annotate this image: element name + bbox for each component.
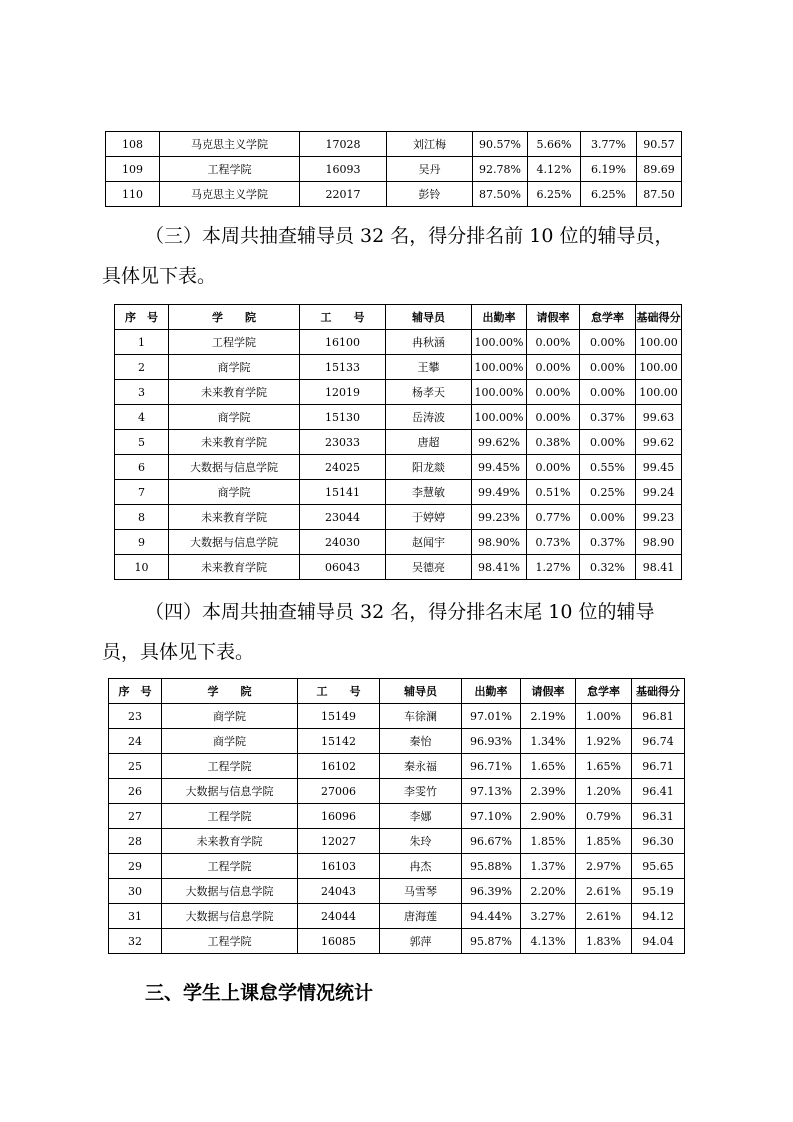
table-cell: 于婷婷 bbox=[386, 505, 472, 530]
table-cell: 15130 bbox=[300, 405, 386, 430]
table-cell: 24030 bbox=[300, 530, 386, 555]
table-cell: 1.65% bbox=[521, 754, 576, 779]
table-cell: 94.04 bbox=[632, 929, 685, 954]
table-cell: 3.77% bbox=[581, 132, 637, 157]
table-cell: 99.62% bbox=[472, 430, 527, 455]
column-header: 基础得分 bbox=[636, 305, 682, 330]
table-cell: 15141 bbox=[300, 480, 386, 505]
table-cell: 7 bbox=[115, 480, 169, 505]
table-cell: 95.88% bbox=[462, 854, 521, 879]
table-cell: 96.39% bbox=[462, 879, 521, 904]
table-cell: 2.90% bbox=[521, 804, 576, 829]
table-cell: 吴丹 bbox=[387, 157, 473, 182]
table-cell: 6.19% bbox=[581, 157, 637, 182]
table-row bbox=[115, 380, 682, 405]
table-cell: 15133 bbox=[300, 355, 386, 380]
table-cell: 2.20% bbox=[521, 879, 576, 904]
table-cell: 0.77% bbox=[527, 505, 580, 530]
table-cell: 98.90 bbox=[636, 530, 682, 555]
table-cell: 2.61% bbox=[576, 879, 632, 904]
table-cell: 9 bbox=[115, 530, 169, 555]
table-cell: 唐海莲 bbox=[380, 904, 462, 929]
table-cell: 未来教育学院 bbox=[169, 380, 300, 405]
table-cell: 大数据与信息学院 bbox=[162, 904, 298, 929]
column-header: 工 号 bbox=[300, 305, 386, 330]
table-cell: 0.37% bbox=[580, 405, 636, 430]
table-cell: 0.00% bbox=[527, 355, 580, 380]
table-cell: 未来教育学院 bbox=[162, 829, 298, 854]
table-cell: 刘江梅 bbox=[387, 132, 473, 157]
table-cell: 1.85% bbox=[576, 829, 632, 854]
table-cell: 1.83% bbox=[576, 929, 632, 954]
table-row bbox=[115, 430, 682, 455]
table-cell: 4 bbox=[115, 405, 169, 430]
table-cell: 王攀 bbox=[386, 355, 472, 380]
table-cell: 0.00% bbox=[580, 355, 636, 380]
table-cell: 商学院 bbox=[169, 405, 300, 430]
table-cell: 0.51% bbox=[527, 480, 580, 505]
table-cell: 96.67% bbox=[462, 829, 521, 854]
table-cell: 23044 bbox=[300, 505, 386, 530]
table-cell: 24 bbox=[109, 729, 162, 754]
table-cell: 大数据与信息学院 bbox=[169, 455, 300, 480]
table-cell: 16093 bbox=[300, 157, 387, 182]
table-cell: 25 bbox=[109, 754, 162, 779]
section-3-line-1: （三）本周共抽查辅导员 32 名，得分排名前 10 位的辅导员， bbox=[145, 225, 674, 247]
table-cell: 岳涛波 bbox=[386, 405, 472, 430]
table-cell: 马克思主义学院 bbox=[160, 182, 300, 207]
table-row bbox=[115, 455, 682, 480]
table-cell: 彭铃 bbox=[387, 182, 473, 207]
table-row bbox=[109, 829, 685, 854]
column-header: 学 院 bbox=[169, 305, 300, 330]
table-cell: 99.62 bbox=[636, 430, 682, 455]
table-cell: 109 bbox=[106, 157, 160, 182]
column-header: 基础得分 bbox=[632, 679, 685, 704]
table-cell: 1.00% bbox=[576, 704, 632, 729]
table-cell: 1.85% bbox=[521, 829, 576, 854]
table-cell: 唐超 bbox=[386, 430, 472, 455]
table-cell: 1.34% bbox=[521, 729, 576, 754]
table-cell: 94.44% bbox=[462, 904, 521, 929]
table-cell: 22017 bbox=[300, 182, 387, 207]
top-table-body bbox=[106, 132, 682, 207]
table-cell: 87.50% bbox=[473, 182, 528, 207]
table-cell: 98.41 bbox=[636, 555, 682, 580]
table-cell: 未来教育学院 bbox=[169, 430, 300, 455]
table-cell: 工程学院 bbox=[162, 929, 298, 954]
table-cell: 95.65 bbox=[632, 854, 685, 879]
table-cell: 0.38% bbox=[527, 430, 580, 455]
table-cell: 1 bbox=[115, 330, 169, 355]
table-cell: 工程学院 bbox=[160, 157, 300, 182]
table-cell: 1.92% bbox=[576, 729, 632, 754]
table-cell: 1.37% bbox=[521, 854, 576, 879]
table-cell: 100.00 bbox=[636, 380, 682, 405]
table-cell: 99.45% bbox=[472, 455, 527, 480]
table-cell: 99.24 bbox=[636, 480, 682, 505]
table-cell: 99.49% bbox=[472, 480, 527, 505]
top10-table-body bbox=[115, 330, 682, 580]
table-row bbox=[115, 530, 682, 555]
table-cell: 90.57 bbox=[637, 132, 682, 157]
table-cell: 0.00% bbox=[580, 505, 636, 530]
column-header: 辅导员 bbox=[380, 679, 462, 704]
table-cell: 97.13% bbox=[462, 779, 521, 804]
table-cell: 108 bbox=[106, 132, 160, 157]
table-cell: 工程学院 bbox=[169, 330, 300, 355]
table-cell: 未来教育学院 bbox=[169, 555, 300, 580]
table-cell: 96.74 bbox=[632, 729, 685, 754]
table-cell: 商学院 bbox=[169, 355, 300, 380]
table-cell: 100.00% bbox=[472, 405, 527, 430]
table-cell: 2 bbox=[115, 355, 169, 380]
table-cell: 16085 bbox=[298, 929, 380, 954]
table-cell: 0.37% bbox=[580, 530, 636, 555]
table-cell: 96.81 bbox=[632, 704, 685, 729]
table-cell: 李雯竹 bbox=[380, 779, 462, 804]
section-4-paragraph bbox=[102, 592, 702, 672]
table-cell: 24043 bbox=[298, 879, 380, 904]
table-cell: 100.00% bbox=[472, 380, 527, 405]
table-cell: 90.57% bbox=[473, 132, 528, 157]
bottom10-header-row bbox=[109, 679, 685, 704]
table-cell: 秦怡 bbox=[380, 729, 462, 754]
table-cell: 110 bbox=[106, 182, 160, 207]
table-cell: 96.30 bbox=[632, 829, 685, 854]
table-row bbox=[115, 480, 682, 505]
table-cell: 3 bbox=[115, 380, 169, 405]
table-cell: 97.10% bbox=[462, 804, 521, 829]
table-row bbox=[115, 330, 682, 355]
table-row bbox=[109, 804, 685, 829]
table-cell: 1.27% bbox=[527, 555, 580, 580]
table-cell: 4.12% bbox=[528, 157, 581, 182]
column-header: 请假率 bbox=[521, 679, 576, 704]
table-cell: 6 bbox=[115, 455, 169, 480]
table-cell: 96.71 bbox=[632, 754, 685, 779]
table-cell: 27006 bbox=[298, 779, 380, 804]
table-cell: 冉秋涵 bbox=[386, 330, 472, 355]
table-cell: 12019 bbox=[300, 380, 386, 405]
table-cell: 26 bbox=[109, 779, 162, 804]
table-cell: 工程学院 bbox=[162, 804, 298, 829]
table-cell: 0.32% bbox=[580, 555, 636, 580]
table-cell: 2.61% bbox=[576, 904, 632, 929]
table-row bbox=[109, 879, 685, 904]
table-row bbox=[109, 704, 685, 729]
column-header: 怠学率 bbox=[576, 679, 632, 704]
table-row bbox=[109, 854, 685, 879]
table-cell: 30 bbox=[109, 879, 162, 904]
column-header: 请假率 bbox=[527, 305, 580, 330]
table-cell: 冉杰 bbox=[380, 854, 462, 879]
column-header: 辅导员 bbox=[386, 305, 472, 330]
table-cell: 87.50 bbox=[637, 182, 682, 207]
table-cell: 96.93% bbox=[462, 729, 521, 754]
table-row bbox=[115, 405, 682, 430]
table-cell: 5 bbox=[115, 430, 169, 455]
table-row bbox=[106, 182, 682, 207]
table-cell: 98.90% bbox=[472, 530, 527, 555]
table-cell: 0.00% bbox=[527, 380, 580, 405]
section-heading: 三、学生上课怠学情况统计 bbox=[145, 982, 374, 1004]
table-cell: 大数据与信息学院 bbox=[162, 879, 298, 904]
table-cell: 1.65% bbox=[576, 754, 632, 779]
table-cell: 23 bbox=[109, 704, 162, 729]
table-cell: 5.66% bbox=[528, 132, 581, 157]
table-row bbox=[109, 904, 685, 929]
table-cell: 杨孝天 bbox=[386, 380, 472, 405]
table-cell: 赵闻宇 bbox=[386, 530, 472, 555]
table-cell: 23033 bbox=[300, 430, 386, 455]
table-cell: 31 bbox=[109, 904, 162, 929]
table-cell: 10 bbox=[115, 555, 169, 580]
top10-table bbox=[114, 304, 682, 580]
section-4-line-2: 员，具体见下表。 bbox=[102, 641, 255, 663]
column-header: 出勤率 bbox=[472, 305, 527, 330]
table-cell: 27 bbox=[109, 804, 162, 829]
table-cell: 96.41 bbox=[632, 779, 685, 804]
table-cell: 3.27% bbox=[521, 904, 576, 929]
table-cell: 15149 bbox=[298, 704, 380, 729]
column-header: 序 号 bbox=[109, 679, 162, 704]
table-cell: 06043 bbox=[300, 555, 386, 580]
table-row bbox=[115, 555, 682, 580]
table-cell: 吴德亮 bbox=[386, 555, 472, 580]
table-cell: 郭萍 bbox=[380, 929, 462, 954]
table-cell: 0.00% bbox=[527, 405, 580, 430]
table-row bbox=[109, 729, 685, 754]
table-cell: 95.19 bbox=[632, 879, 685, 904]
table-cell: 0.79% bbox=[576, 804, 632, 829]
table-cell: 99.23% bbox=[472, 505, 527, 530]
table-cell: 秦永福 bbox=[380, 754, 462, 779]
section-3-paragraph bbox=[102, 216, 702, 296]
table-cell: 100.00% bbox=[472, 355, 527, 380]
table-cell: 96.71% bbox=[462, 754, 521, 779]
column-header: 序 号 bbox=[115, 305, 169, 330]
column-header: 怠学率 bbox=[580, 305, 636, 330]
table-cell: 商学院 bbox=[162, 704, 298, 729]
table-cell: 朱玲 bbox=[380, 829, 462, 854]
table-cell: 16103 bbox=[298, 854, 380, 879]
table-row bbox=[106, 157, 682, 182]
table-cell: 15142 bbox=[298, 729, 380, 754]
table-cell: 99.23 bbox=[636, 505, 682, 530]
bottom10-table-body bbox=[109, 704, 685, 954]
table-cell: 16096 bbox=[298, 804, 380, 829]
table-cell: 2.97% bbox=[576, 854, 632, 879]
table-cell: 99.45 bbox=[636, 455, 682, 480]
table-cell: 92.78% bbox=[473, 157, 528, 182]
table-cell: 大数据与信息学院 bbox=[162, 779, 298, 804]
table-cell: 24044 bbox=[298, 904, 380, 929]
table-cell: 97.01% bbox=[462, 704, 521, 729]
column-header: 学 院 bbox=[162, 679, 298, 704]
table-cell: 马雪琴 bbox=[380, 879, 462, 904]
section-3-line-2: 具体见下表。 bbox=[102, 265, 217, 287]
table-row bbox=[109, 929, 685, 954]
table-row bbox=[109, 779, 685, 804]
table-cell: 8 bbox=[115, 505, 169, 530]
table-cell: 2.39% bbox=[521, 779, 576, 804]
table-cell: 96.31 bbox=[632, 804, 685, 829]
table-cell: 阳龙燚 bbox=[386, 455, 472, 480]
table-cell: 100.00 bbox=[636, 330, 682, 355]
table-cell: 2.19% bbox=[521, 704, 576, 729]
table-row bbox=[109, 754, 685, 779]
table-cell: 16100 bbox=[300, 330, 386, 355]
table-cell: 工程学院 bbox=[162, 754, 298, 779]
table-cell: 0.73% bbox=[527, 530, 580, 555]
table-cell: 工程学院 bbox=[162, 854, 298, 879]
table-cell: 0.00% bbox=[580, 330, 636, 355]
table-cell: 0.00% bbox=[527, 330, 580, 355]
table-cell: 29 bbox=[109, 854, 162, 879]
table-cell: 1.20% bbox=[576, 779, 632, 804]
table-cell: 马克思主义学院 bbox=[160, 132, 300, 157]
table-cell: 94.12 bbox=[632, 904, 685, 929]
table-cell: 商学院 bbox=[169, 480, 300, 505]
table-cell: 12027 bbox=[298, 829, 380, 854]
table-cell: 17028 bbox=[300, 132, 387, 157]
top10-header-row bbox=[115, 305, 682, 330]
table-cell: 4.13% bbox=[521, 929, 576, 954]
column-header: 工 号 bbox=[298, 679, 380, 704]
table-cell: 商学院 bbox=[162, 729, 298, 754]
bottom10-table bbox=[108, 678, 685, 954]
table-row bbox=[115, 355, 682, 380]
table-cell: 大数据与信息学院 bbox=[169, 530, 300, 555]
table-cell: 89.69 bbox=[637, 157, 682, 182]
table-row bbox=[115, 505, 682, 530]
column-header: 出勤率 bbox=[462, 679, 521, 704]
table-cell: 6.25% bbox=[528, 182, 581, 207]
table-cell: 6.25% bbox=[581, 182, 637, 207]
table-cell: 0.55% bbox=[580, 455, 636, 480]
table-cell: 24025 bbox=[300, 455, 386, 480]
table-cell: 未来教育学院 bbox=[169, 505, 300, 530]
table-cell: 车徐澜 bbox=[380, 704, 462, 729]
table-cell: 0.00% bbox=[580, 430, 636, 455]
table-cell: 32 bbox=[109, 929, 162, 954]
table-cell: 16102 bbox=[298, 754, 380, 779]
table-cell: 100.00% bbox=[472, 330, 527, 355]
table-row bbox=[106, 132, 682, 157]
table-cell: 0.00% bbox=[580, 380, 636, 405]
table-cell: 100.00 bbox=[636, 355, 682, 380]
table-cell: 0.25% bbox=[580, 480, 636, 505]
table-cell: 28 bbox=[109, 829, 162, 854]
table-cell: 李慧敏 bbox=[386, 480, 472, 505]
table-cell: 李娜 bbox=[380, 804, 462, 829]
table-cell: 99.63 bbox=[636, 405, 682, 430]
table-cell: 0.00% bbox=[527, 455, 580, 480]
section-4-line-1: （四）本周共抽查辅导员 32 名，得分排名末尾 10 位的辅导 bbox=[145, 601, 655, 623]
top-table bbox=[105, 131, 682, 207]
table-cell: 95.87% bbox=[462, 929, 521, 954]
table-cell: 98.41% bbox=[472, 555, 527, 580]
